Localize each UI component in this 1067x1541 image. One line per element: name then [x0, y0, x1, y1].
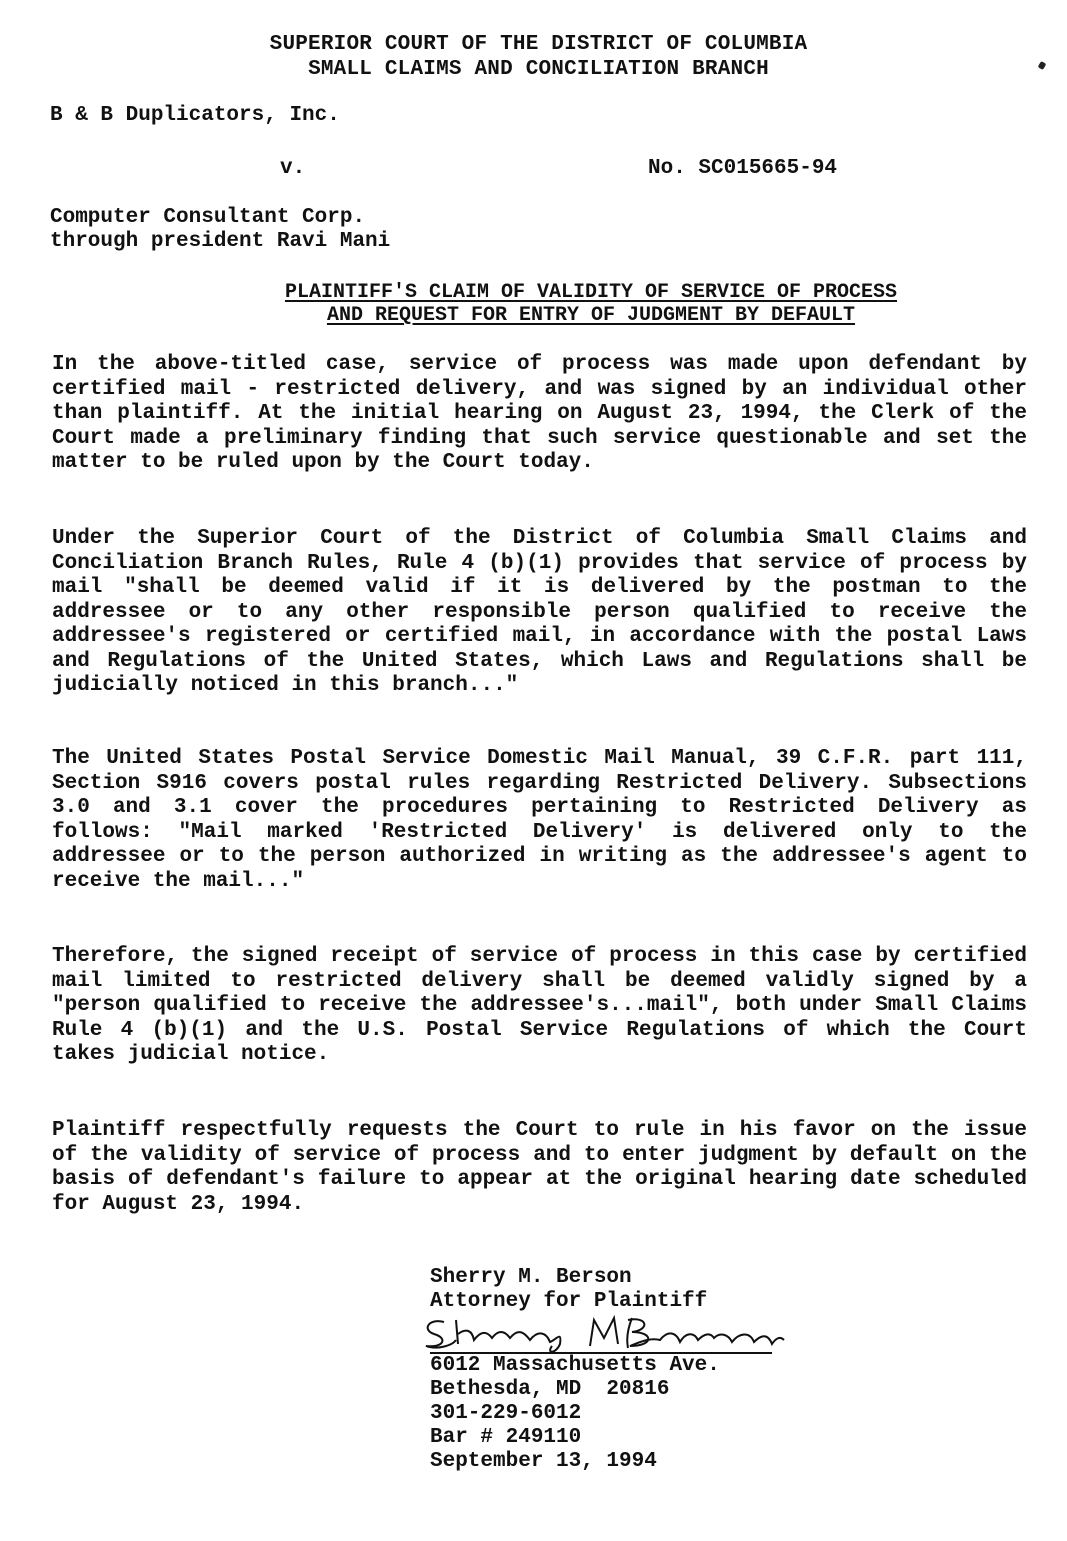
body-paragraph-1: In the above-titled case, service of process was made upon defendant by certified mail - restricted delivery, and was signed by an individual other than plaintiff. At the initial hearing on August 23, 1994, the Clerk of the Court made a preliminary finding that such service questionable and set the matter to be ruled upon by the Court today. [52, 353, 1027, 474]
body-paragraph-3: The United States Postal Service Domestic Mail Manual, 39 C.F.R. part 111, Section S916 covers postal rules regarding Restricted Delivery. Subsections 3.0 and 3.1 cover the procedures pertaining to Restricted Delivery as follows: "Mail marked 'Restricted Delivery' is delivered only to the addressee or to the person authorized in writing as the addressee's agent to receive the mail..." [52, 747, 1027, 893]
versus-label: v. [280, 157, 306, 180]
address-city: Bethesda, MD 20816 [430, 1378, 670, 1401]
attorney-name: Sherry M. Berson [430, 1266, 632, 1289]
defendant-block [50, 206, 390, 254]
signature-block [430, 1266, 790, 1474]
document-title [0, 281, 1067, 327]
case-number: No. SC015665-94 [648, 157, 838, 180]
court-branch: SMALL CLAIMS AND CONCILIATION BRANCH [308, 58, 769, 81]
signature-graphic [422, 1310, 792, 1354]
signature-date: September 13, 1994 [430, 1450, 657, 1473]
signature-line [430, 1352, 772, 1354]
plaintiff-name: B & B Duplicators, Inc. [50, 104, 340, 127]
phone-number: 301-229-6012 [430, 1402, 582, 1425]
body-paragraph-2: Under the Superior Court of the District of Columbia Small Claims and Conciliation Branch Rules, Rule 4 (b)(1) provides that service of process by mail "shall be deemed valid if it is delivered by the postman to the addressee or to any other responsible person qualified to receive the addressee's registered or certified mail, in accordance with the postal Laws and Regulations of the United States, which Laws and Regulations shall be judicially noticed in this branch..." [52, 527, 1027, 697]
body-paragraph-4: Therefore, the signed receipt of service of process in this case by certified mail limited to restricted delivery shall be deemed validly signed by a "person qualified to receive the addressee's...mail", both under Small Claims Rule 4 (b)(1) and the U.S. Postal Service Regulations of which the Court takes judicial notice. [52, 945, 1027, 1066]
attorney-role: Attorney for Plaintiff [430, 1290, 708, 1313]
defendant-name: Computer Consultant Corp. [50, 206, 366, 229]
address-street: 6012 Massachusetts Ave. [430, 1354, 720, 1377]
court-name: SUPERIOR COURT OF THE DISTRICT OF COLUMBIA [269, 33, 808, 56]
court-header [0, 32, 1067, 82]
body-paragraph-5: Plaintiff respectfully requests the Court to rule in his favor on the issue of the validity of service of process and to enter judgment by default on the basis of defendant's failure to appear at the original hearing date scheduled for August 23, 1994. [52, 1119, 1027, 1216]
bar-number: Bar # 249110 [430, 1426, 582, 1449]
defendant-representative: through president Ravi Mani [50, 230, 391, 253]
handwritten-signature [430, 1314, 790, 1354]
document-title-line1: PLAINTIFF'S CLAIM OF VALIDITY OF SERVICE OF PROCESS [284, 281, 898, 304]
document-title-line2: AND REQUEST FOR ENTRY OF JUDGMENT BY DEFAULT [326, 304, 856, 327]
